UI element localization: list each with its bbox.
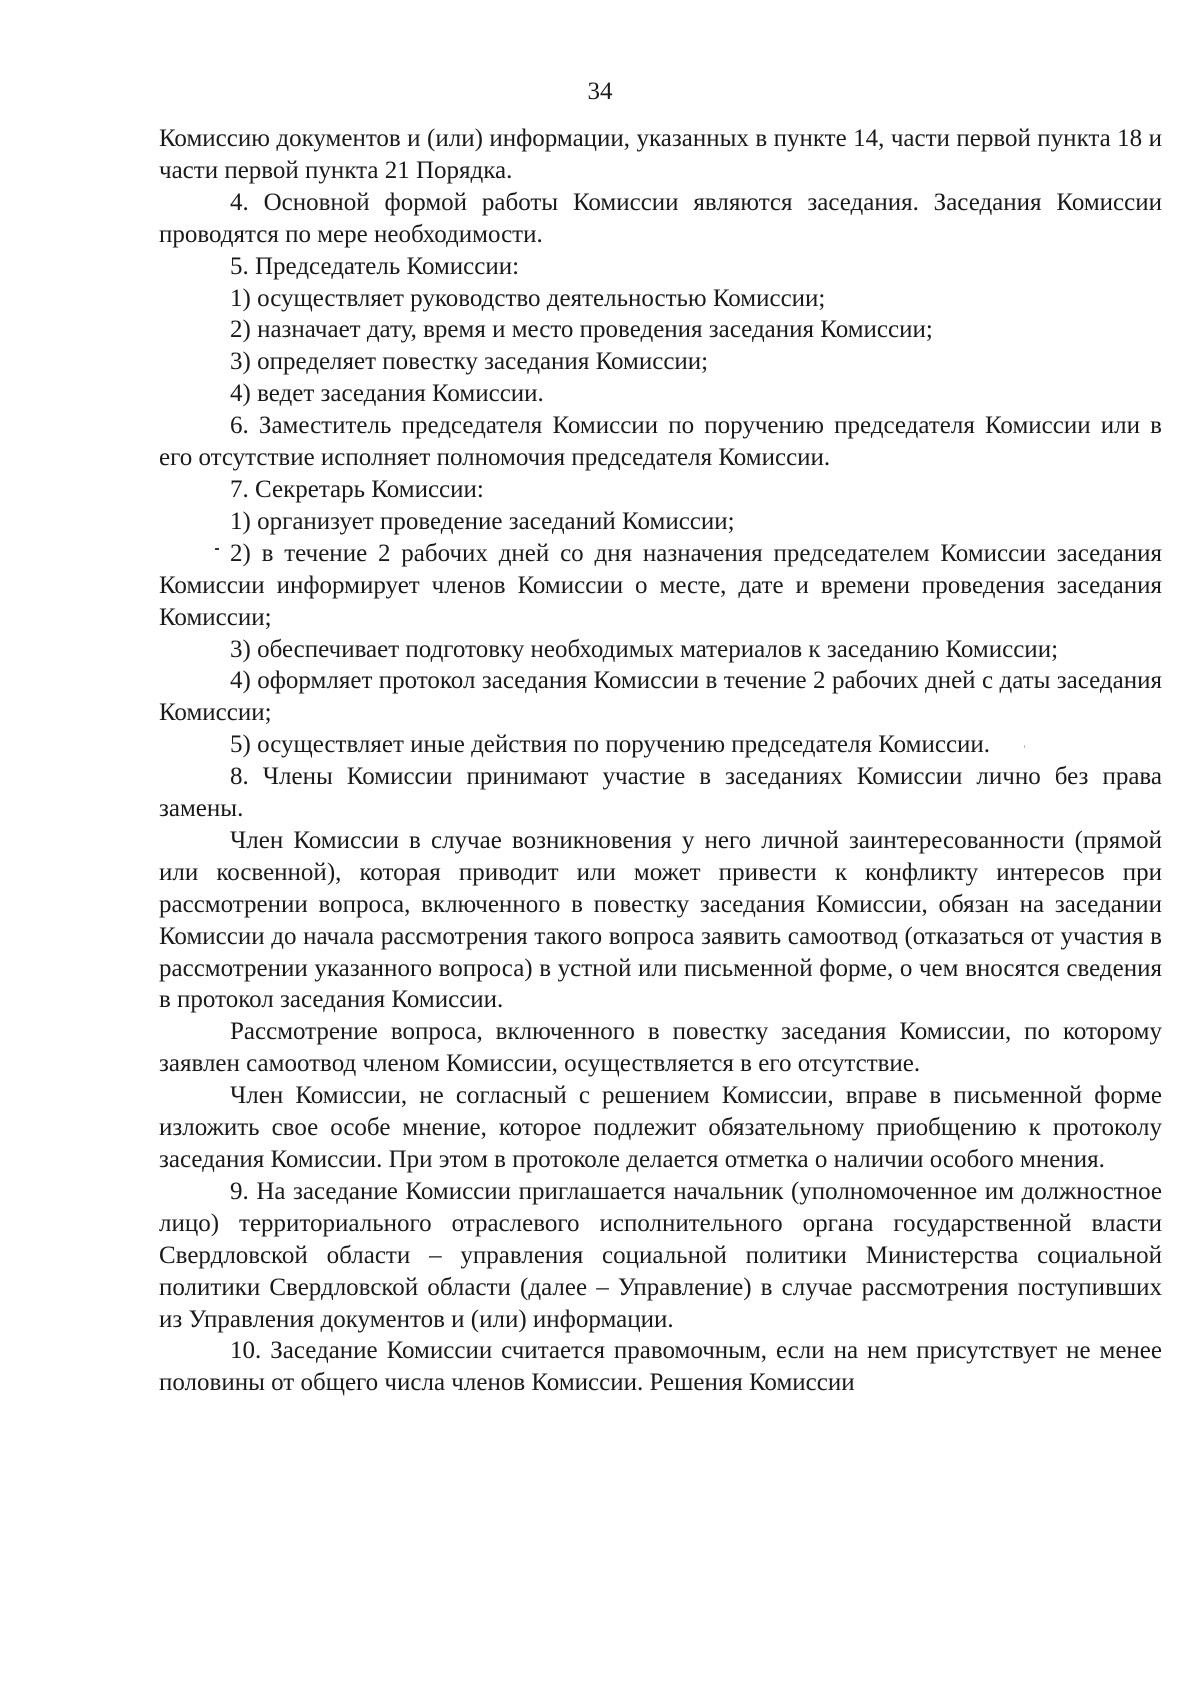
paragraph-item-7-2: 2) в течение 2 рабочих дней со дня назначения председателем Комиссии заседания Комиссии информирует членов Комиссии о месте, дате и времени проведения заседания Комиссии;	[159, 539, 1162, 631]
paragraph-item-7-5: 5) осуществляет иные действия по поручению председателя Комиссии.	[230, 731, 991, 759]
paragraph-item-5-2: 2) назначает дату, время и место проведения заседания Комиссии;	[230, 316, 933, 344]
scan-artifact-mark	[215, 548, 219, 550]
paragraph-item-4: 4. Основной формой работы Комиссии являются заседания. Заседания Комиссии проводятся по мере необходимости.	[159, 188, 1162, 248]
scan-artifact-dot	[1024, 745, 1025, 748]
paragraph-item-9: 9. На заседание Комиссии приглашается начальник (уполномоченное им должностное лицо) территориального отраслевого исполнительного органа государственной власти Свердловской области – управления социальной политики Министерства социальной политики Свердловской области (далее – Управление) в случае рассмотрения поступивших из Управления документов и (или) информации.	[159, 1177, 1162, 1333]
paragraph-item-8-recusal: Рассмотрение вопроса, включенного в повестку заседания Комиссии, по которому заявлен самоотвод членом Комиссии, осуществляется в его отсутствие.	[159, 1018, 1162, 1078]
paragraph-item-7-1: 1) организует проведение заседаний Комиссии;	[230, 507, 735, 535]
paragraph-item-8-conflict: Член Комиссии в случае возникновения у него личной заинтересованности (прямой или косвенной), которая приводит или может привести к конфликту интересов при рассмотрении вопроса, включенного в повестку заседания Комиссии, обязан на заседании Комиссии до начала рассмотрения такого вопроса заявить самоотвод (отказаться от участия в рассмотрении указанного вопроса) в устной или письменной форме, о чем вносятся сведения в протокол заседания Комиссии.	[159, 826, 1162, 1014]
paragraph-item-5: 5. Председатель Комиссии:	[230, 252, 520, 280]
paragraph-item-5-3: 3) определяет повестку заседания Комиссии;	[230, 348, 709, 376]
page-number: 34	[587, 78, 613, 105]
paragraph-item-5-1: 1) осуществляет руководство деятельностью Комиссии;	[230, 284, 826, 312]
paragraph-continuation: Комиссию документов и (или) информации, указанных в пункте 14, части первой пункта 18 и части первой пункта 21 Порядка.	[159, 125, 1162, 184]
paragraph-item-5-4: 4) ведет заседания Комиссии.	[230, 380, 544, 408]
paragraph-item-8-dissent: Член Комиссии, не согласный с решением Комиссии, вправе в письменной форме изложить свое особе мнение, которое подлежит обязательному приобщению к протоколу заседания Комиссии. При этом в протоколе делается отметка о наличии особого мнения.	[159, 1082, 1162, 1173]
paragraph-item-7-3: 3) обеспечивает подготовку необходимых материалов к заседанию Комиссии;	[230, 635, 1059, 663]
paragraph-item-10: 10. Заседание Комиссии считается правомочным, если на нем присутствует не менее половины от общего числа членов Комиссии. Решения Комиссии	[159, 1337, 1162, 1397]
paragraph-item-7: 7. Секретарь Комиссии:	[230, 475, 484, 503]
paragraph-item-6: 6. Заместитель председателя Комиссии по поручению председателя Комиссии или в его отсутствие исполняет полномочия председателя Комиссии.	[159, 412, 1162, 472]
paragraph-item-7-4: 4) оформляет протокол заседания Комиссии в течение 2 рабочих дней с даты заседания Комиссии;	[159, 667, 1162, 727]
paragraph-item-8: 8. Члены Комиссии принимают участие в заседаниях Комиссии лично без права замены.	[159, 763, 1162, 823]
document-body	[159, 123, 1162, 1399]
